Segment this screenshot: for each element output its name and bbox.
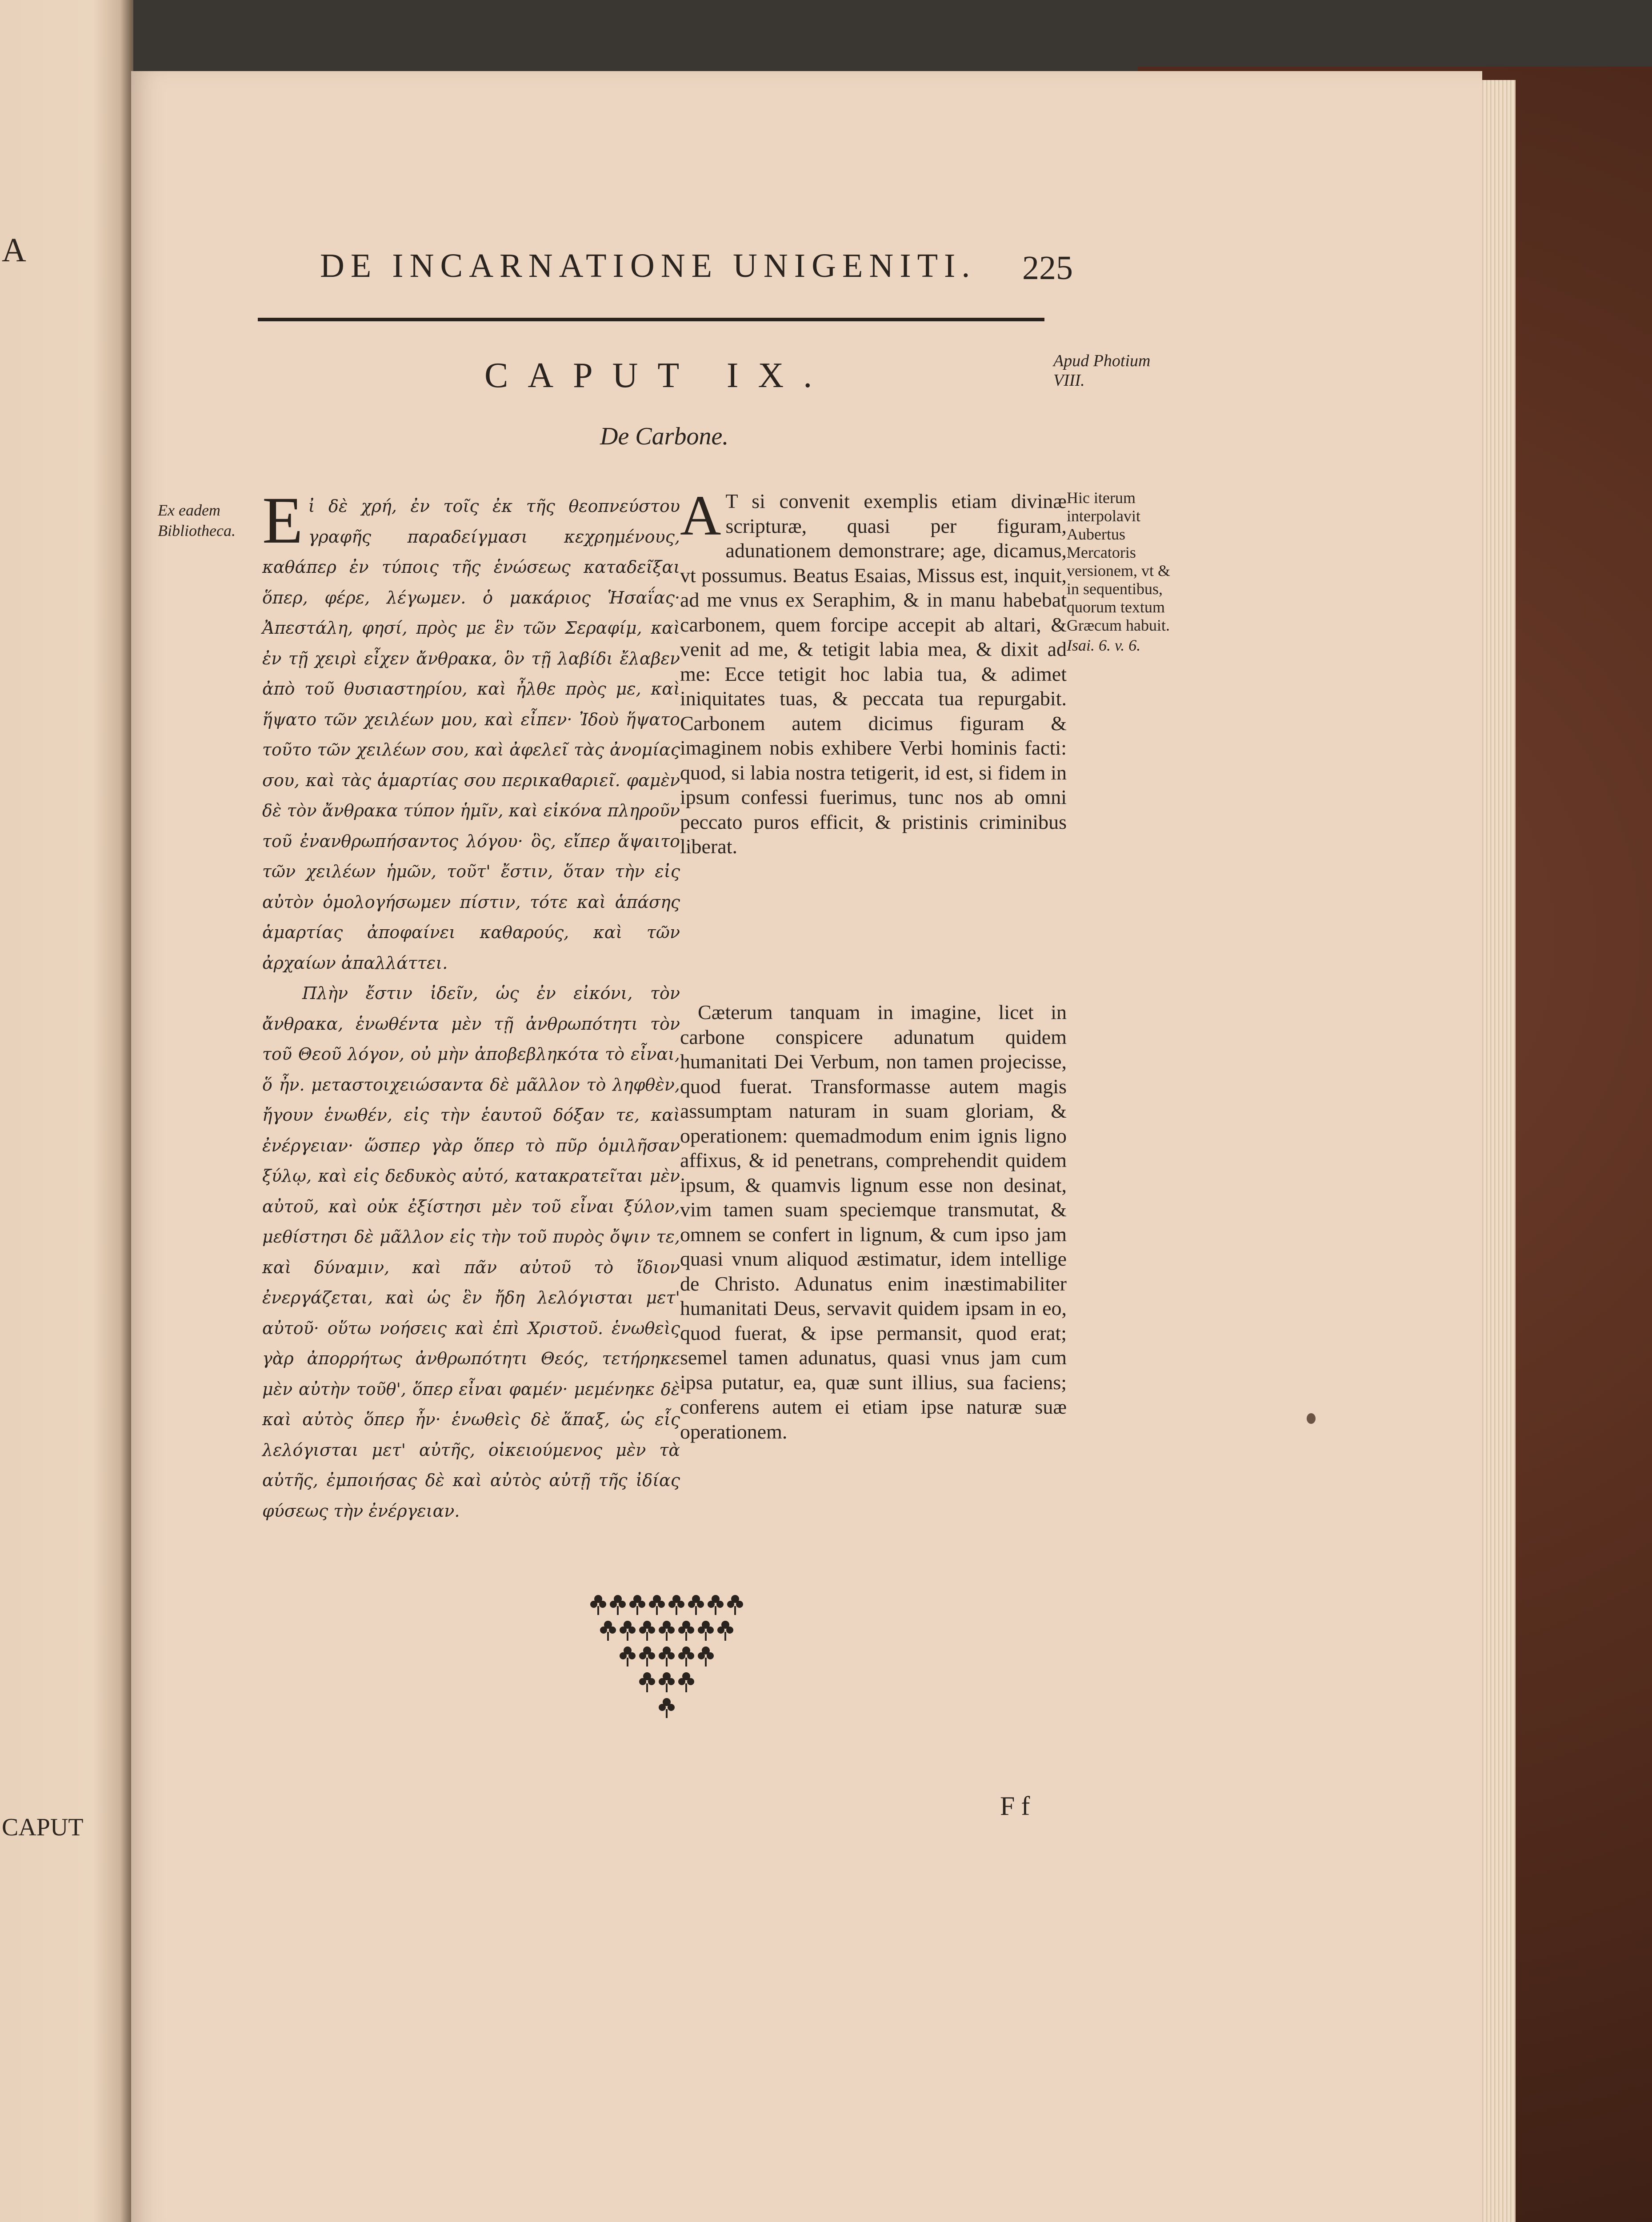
fleuron-leaf <box>727 1601 734 1608</box>
fleuron-leaf <box>656 1606 658 1615</box>
fleuron-ornament <box>578 1591 756 1735</box>
fleuron-leaf <box>666 1658 668 1666</box>
fleuron-leaf <box>685 1658 687 1666</box>
fleuron-leaf <box>659 1678 666 1685</box>
fleuron-leaf <box>617 1606 619 1615</box>
fleuron-leaf <box>707 1652 714 1659</box>
fleuron-leaf <box>736 1601 743 1608</box>
fleuron-leaf <box>648 1652 655 1659</box>
fleuron-leaf <box>610 1601 617 1608</box>
greek-column <box>262 484 680 1526</box>
latin-paragraph-1 <box>680 484 1067 859</box>
fleuron-leaf <box>620 1627 627 1634</box>
fleuron-leaf <box>685 1683 687 1692</box>
fleuron-leaf <box>697 1601 704 1608</box>
fleuron-leaf <box>724 1632 726 1641</box>
margin-note-right <box>1067 489 1182 655</box>
page-number: 225 <box>1022 249 1073 287</box>
greek-paragraph-2: Πλὴν ἔστιν ἰδεῖν, ὡς ἐν εἰκόνι, τὸν ἄνθρακα, ἑνωθέντα μὲν τῇ ἀνθρωπότητι τὸν τοῦ Θεοῦ λόγον, οὐ μὴν ἀποβεβληκότα τὸ εἶναι, ὅ ἦν. μεταστοιχειώσαντα δὲ μᾶλλον τὸ ληφθὲν, ἤγουν ἑνωθέν, εἰς τὴν ἑαυτοῦ δόξαν τε, καὶ ἐνέργειαν· ὥσπερ γὰρ ὅπερ τὸ πῦρ ὁμιλῆσαν ξύλῳ, καὶ εἰς δεδυκὸς αὐτό, κατακρατεῖται μὲν αὐτοῦ, καὶ οὐκ ἐξίστησι μὲν τοῦ εἶναι ξύλον, μεθίστησι δὲ μᾶλλον εἰς τὴν τοῦ πυρὸς ὄψιν τε, καὶ δύναμιν, καὶ πᾶν αὐτοῦ τὸ ἴδιον ἐνεργάζεται, καὶ ὡς ἓν ἤδη λελόγισται μετ' αὐτοῦ· οὕτω νοήσεις καὶ ἐπὶ Χριστοῦ. ἑνωθεὶς γὰρ ἀπορρήτως ἀνθρωπότητι Θεός, τετήρηκε μὲν αὐτὴν τοῦθ', ὅπερ εἶναι φαμέν· μεμένηκε δὲ καὶ αὐτὸς ὅπερ ἦν· ἑνωθεὶς δὲ ἅπαξ, ὡς εἷς λελόγισται μετ' αὐτῆς, οἰκειούμενος μὲν τὰ αὐτῆς, ἐμποιήσας δὲ καὶ αὐτὸς αὐτῇ τῆς ἰδίας φύσεως τὴν ἐνέργειαν. <box>262 983 680 1521</box>
fleuron-leaf <box>698 1652 705 1659</box>
fleuron-leaf <box>678 1678 685 1685</box>
fleuron-leaf <box>687 1652 694 1659</box>
latin-paragraph-1-text: T si convenit exemplis etiam divinæ scripturæ, quasi per figuram, adunationem demonstrare; age, dicamus, vt possumus. Beatus Esaias, Missus est, inquit, ad me vnus ex Seraphim, & in manu habebat carbonem, quem forcipe accepit ab altari, & venit ad me, & tetigit labia mea, & dixit ad me: Ecce tetigit hoc labia tua, & adimet iniquitates tuas, & peccata tua repurgabit. Carbonem autem dicimus figuram & imaginem nobis exhibere Verbi hominis facti: quod, si labia nostra tetigerit, id est, si fidem in ipsum confessi fuerimus, tunc nos ab omni peccato puros efficit, & pristinis criminibus liberat. <box>680 490 1067 858</box>
latin-dropcap: A <box>680 484 721 547</box>
fleuron-leaf <box>668 1678 675 1685</box>
fleuron-leaf <box>705 1632 707 1641</box>
fleuron-leaf <box>695 1606 697 1615</box>
signature-mark: Ff <box>1000 1791 1036 1821</box>
fleuron-leaf <box>734 1606 736 1615</box>
fleuron-leaf <box>646 1683 648 1692</box>
fleuron-leaf <box>620 1652 627 1659</box>
fleuron-leaf <box>687 1678 694 1685</box>
fleuron-leaf <box>678 1627 685 1634</box>
latin-column-2 <box>680 1000 1067 1444</box>
fleuron-leaf <box>658 1601 665 1608</box>
margin-scripture-ref: Isai. 6. v. 6. <box>1067 636 1141 654</box>
fleuron-leaf <box>659 1627 666 1634</box>
fleuron-leaf <box>628 1627 636 1634</box>
fleuron-leaf <box>726 1627 733 1634</box>
left-page <box>0 0 133 2222</box>
fleuron-leaf <box>619 1601 626 1608</box>
fleuron-leaf <box>668 1652 675 1659</box>
fleuron-leaf <box>688 1601 695 1608</box>
margin-note-left: Ex eadem Bibliotheca. <box>158 501 236 540</box>
header-rule <box>258 318 1044 321</box>
chapter-subtitle: De Carbone. <box>600 423 729 450</box>
greek-paragraph-1 <box>262 484 680 978</box>
fleuron-leaf <box>609 1627 616 1634</box>
fleuron-leaf <box>607 1632 609 1641</box>
chapter-source-ref: Apud Photium VIII. <box>1053 352 1151 390</box>
fleuron-leaf <box>639 1627 646 1634</box>
running-title: DE INCARNATIONE UNIGENITI. <box>320 247 976 284</box>
fleuron-leaf <box>707 1627 714 1634</box>
fleuron-leaf <box>678 1652 685 1659</box>
fleuron-leaf <box>627 1658 628 1666</box>
fleuron-leaf <box>638 1601 645 1608</box>
fleuron-leaf <box>687 1627 694 1634</box>
latin-column-1 <box>680 484 1067 859</box>
fleuron-leaf <box>648 1678 655 1685</box>
fleuron-leaf <box>639 1652 646 1659</box>
fleuron-leaf <box>629 1601 636 1608</box>
left-page-caput: CAPUT <box>2 1814 84 1841</box>
fleuron-leaf <box>639 1678 646 1685</box>
fleuron-leaf <box>649 1601 656 1608</box>
fleuron-leaf <box>685 1632 687 1641</box>
greek-paragraph-1-text: ἰ δὲ χρή, ἐν τοῖς ἐκ τῆς θεοπνεύστου γραφῆς παραδείγμασι κεχρημένους, καθάπερ ἐν τύποις τῆς ἑνώσεως καταδεῖξαι ὅπερ, φέρε, λέγωμεν. ὁ μακάριος Ἡσαΐας· Ἀπεστάλη, φησί, πρὸς με ἓν τῶν Σεραφίμ, καὶ ἐν τῇ χειρὶ εἶχεν ἄνθρακα, ὃν τῇ λαβίδι ἔλαβεν ἀπὸ τοῦ θυσιαστηρίου, καὶ ἦλθε πρὸς με, καὶ ἥψατο τῶν χειλέων μου, καὶ εἶπεν· Ἰδοὺ ἥψατο τοῦτο τῶν χειλέων σου, καὶ ἀφελεῖ τὰς ἀνομίας σου, καὶ τὰς ἁμαρτίας σου περικαθαριεῖ. φαμὲν δὲ τὸν ἄνθρακα τύπον ἡμῖν, καὶ εἰκόνα πληροῦν τοῦ ἐνανθρωπήσαντος λόγου· ὃς, εἴπερ ἅψαιτο τῶν χειλέων ἡμῶν, τοῦτ' ἔστιν, ὅταν τὴν εἰς αὐτὸν ὁμολογήσωμεν πίστιν, τότε καὶ ἁπάσης ἁμαρτίας ἀποφαίνει καθαρούς, καὶ τῶν ἀρχαίων ἀπαλλάττει. <box>262 496 680 973</box>
fleuron-leaf <box>597 1606 599 1615</box>
fleuron-leaf <box>676 1606 677 1615</box>
fleuron-leaf <box>708 1601 715 1608</box>
left-page-letter: A <box>2 232 26 269</box>
fleuron-leaf <box>717 1627 724 1634</box>
fleuron-leaf <box>715 1606 716 1615</box>
margin-note-right-text: Hic iterum interpolavit Aubertus Mercatoris versionem, vt & in sequentibus, quorum textum Græcum habuit. <box>1067 489 1170 634</box>
chapter-title: CAPUT IX. <box>484 356 832 395</box>
fleuron-leaf <box>646 1658 648 1666</box>
fleuron-leaf <box>666 1683 668 1692</box>
fleuron-leaf <box>636 1606 638 1615</box>
fleuron-leaf <box>668 1601 676 1608</box>
fleuron-leaf <box>668 1704 675 1711</box>
fleuron-leaf <box>628 1652 636 1659</box>
fleuron-leaf <box>677 1601 684 1608</box>
fleuron-leaf <box>599 1601 606 1608</box>
fleuron-leaf <box>666 1709 668 1718</box>
fleuron-leaf <box>659 1652 666 1659</box>
fleuron-leaf <box>666 1632 668 1641</box>
fleuron-icon <box>578 1591 756 1733</box>
fleuron-leaf <box>590 1601 597 1608</box>
fleuron-leaf <box>705 1658 707 1666</box>
greek-dropcap: E <box>262 484 303 557</box>
latin-paragraph-2: Cæterum tanquam in imagine, licet in carbone conspicere adunatum quidem humanitati Dei Verbum, non tamen projecisse, quod fuerat. Transformasse autem magis assumptam naturam in suam gloriam, & operationem: quemadmodum enim ignis ligno affixus, & id penetrans, comprehendit quidem ipsum, & quamvis lignum esse non desinat, vim tamen suam speciemque transmutat, & omnem se confert in lignum, & cum ipso jam quasi vnum aliquod æstimatur, idem intellige de Christo. Adunatus enim inæstimabiliter humanitati Deus, servavit quidem ipsam in eo, quod fuerat, & ipse permansit, quod erat; semel tamen adunatus, quasi vnus jam cum ipsa putatur, ea, quæ sunt illius, sua faciens; conferens autem ei etiam ipse naturæ suæ operationem. <box>680 1001 1067 1443</box>
fleuron-leaf <box>668 1627 675 1634</box>
fleuron-leaf <box>627 1632 628 1641</box>
paper-spot <box>1307 1413 1316 1424</box>
fleuron-leaf <box>646 1632 648 1641</box>
fleuron-leaf <box>716 1601 724 1608</box>
fleuron-leaf <box>648 1627 655 1634</box>
fleuron-leaf <box>698 1627 705 1634</box>
fleuron-leaf <box>600 1627 607 1634</box>
fleuron-leaf <box>659 1704 666 1711</box>
